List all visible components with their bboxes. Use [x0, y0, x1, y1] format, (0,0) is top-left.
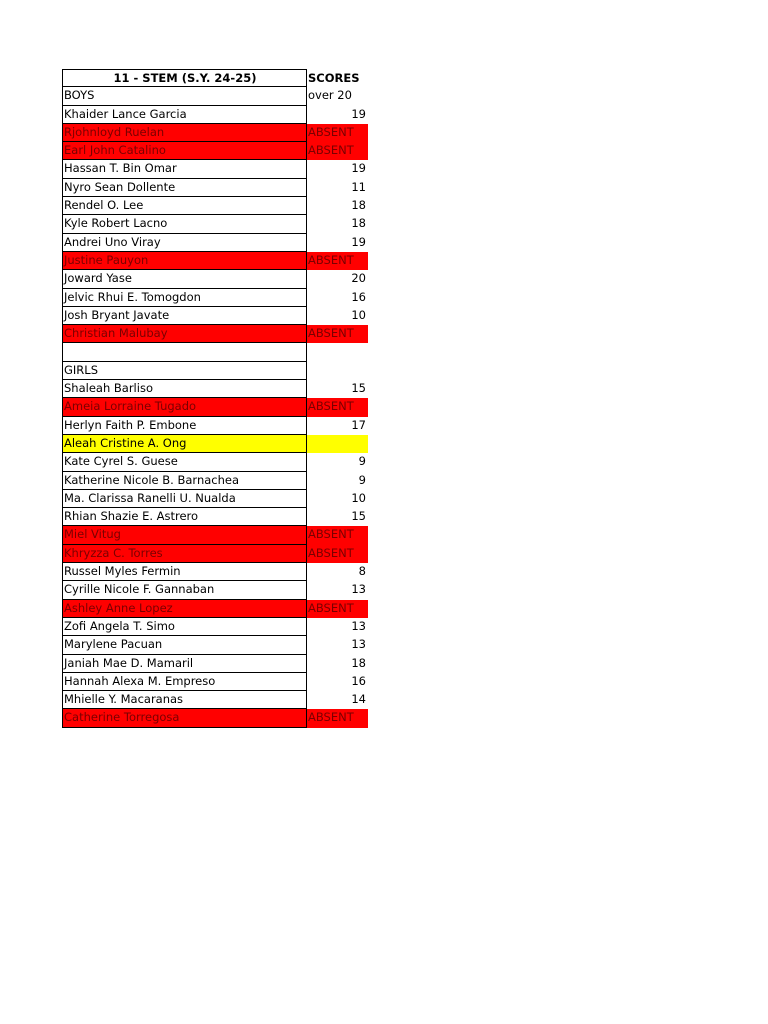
student-name-cell: Andrei Uno Viray	[62, 234, 307, 252]
score-sheet	[62, 69, 368, 728]
student-name-cell: Marylene Pacuan	[62, 636, 307, 654]
table-row	[62, 636, 368, 654]
score-cell: 13	[351, 637, 366, 652]
score-cell: 9	[358, 454, 366, 469]
score-cell: 16	[351, 673, 366, 688]
score-cell: ABSENT	[307, 600, 368, 618]
score-cell: 16	[351, 289, 366, 304]
table-row	[62, 526, 368, 544]
score-cell: 15	[351, 509, 366, 524]
table-row	[62, 252, 368, 270]
table-row	[62, 197, 368, 215]
table-row	[62, 325, 368, 343]
student-name-cell: Russel Myles Fermin	[62, 563, 307, 581]
table-row	[62, 417, 368, 435]
score-cell: 19	[351, 234, 366, 249]
score-cell: ABSENT	[307, 252, 368, 270]
student-name-cell: Ashley Anne Lopez	[62, 600, 307, 618]
student-name-cell: Katherine Nicole B. Barnachea	[62, 472, 307, 490]
table-row	[62, 142, 368, 160]
score-cell: 8	[358, 564, 366, 579]
table-row	[62, 655, 368, 673]
table-row	[62, 563, 368, 581]
student-name-cell: Jelvic Rhui E. Tomogdon	[62, 289, 307, 307]
score-cell	[307, 435, 368, 453]
student-name-cell: Rendel O. Lee	[62, 197, 307, 215]
score-cell: 19	[351, 161, 366, 176]
score-cell: 13	[351, 582, 366, 597]
student-rows	[62, 87, 368, 727]
student-name-cell: Ameia Lorraine Tugado	[62, 398, 307, 416]
scores-header: SCORES	[308, 71, 360, 85]
table-row	[62, 673, 368, 691]
table-row	[62, 508, 368, 526]
student-name-cell	[62, 343, 307, 361]
student-name-cell: Josh Bryant Javate	[62, 307, 307, 325]
score-cell	[307, 343, 368, 361]
score-cell: ABSENT	[307, 398, 368, 416]
header-row	[62, 69, 368, 87]
student-name-cell: BOYS	[62, 87, 307, 105]
student-name-cell: Aleah Cristine A. Ong	[62, 435, 307, 453]
student-name-cell: Mhielle Y. Macaranas	[62, 691, 307, 709]
student-name-cell: Shaleah Barliso	[62, 380, 307, 398]
table-row	[62, 124, 368, 142]
score-cell: 19	[351, 106, 366, 121]
student-name-cell: Hassan T. Bin Omar	[62, 160, 307, 178]
student-name-cell: Nyro Sean Dollente	[62, 179, 307, 197]
score-cell: 20	[351, 271, 366, 286]
score-cell: 18	[351, 198, 366, 213]
student-name-cell: Cyrille Nicole F. Gannaban	[62, 581, 307, 599]
student-name-cell: Miel Vitug	[62, 526, 307, 544]
score-cell: 15	[351, 381, 366, 396]
table-row	[62, 691, 368, 709]
student-name-cell: Catherine Torregosa	[62, 709, 307, 727]
student-name-cell: GIRLS	[62, 362, 307, 380]
student-name-cell: Khryzza C. Torres	[62, 545, 307, 563]
score-cell: over 20	[308, 88, 352, 103]
table-row	[62, 581, 368, 599]
score-cell: 14	[351, 692, 366, 707]
table-row	[62, 618, 368, 636]
score-cell: ABSENT	[307, 124, 368, 142]
student-name-cell: Ma. Clarissa Ranelli U. Nualda	[62, 490, 307, 508]
table-row	[62, 398, 368, 416]
table-row	[62, 600, 368, 618]
score-cell: ABSENT	[307, 545, 368, 563]
score-cell: 18	[351, 655, 366, 670]
table-row	[62, 215, 368, 233]
score-cell: ABSENT	[307, 709, 368, 727]
table-row	[62, 179, 368, 197]
student-name-cell: Joward Yase	[62, 270, 307, 288]
score-cell: 10	[351, 307, 366, 322]
table-row	[62, 160, 368, 178]
table-row	[62, 289, 368, 307]
student-name-cell: Janiah Mae D. Mamaril	[62, 655, 307, 673]
table-row	[62, 343, 368, 361]
student-name-cell: Zofi Angela T. Simo	[62, 618, 307, 636]
table-row	[62, 270, 368, 288]
student-name-cell: Khaider Lance Garcia	[62, 106, 307, 124]
score-cell: 10	[351, 490, 366, 505]
sheet-title: 11 - STEM (S.Y. 24-25)	[62, 69, 307, 87]
student-name-cell: Herlyn Faith P. Embone	[62, 417, 307, 435]
score-cell: 17	[351, 417, 366, 432]
score-cell	[307, 362, 368, 380]
student-name-cell: Kate Cyrel S. Guese	[62, 453, 307, 471]
student-name-cell: Christian Malubay	[62, 325, 307, 343]
score-cell: 18	[351, 216, 366, 231]
score-cell: 13	[351, 618, 366, 633]
score-cell: ABSENT	[307, 142, 368, 160]
table-row	[62, 490, 368, 508]
table-row	[62, 380, 368, 398]
table-row	[62, 545, 368, 563]
table-row	[62, 87, 368, 105]
table-row	[62, 307, 368, 325]
table-row	[62, 709, 368, 727]
table-row	[62, 453, 368, 471]
student-name-cell: Justine Pauyon	[62, 252, 307, 270]
table-row	[62, 472, 368, 490]
score-cell: ABSENT	[307, 526, 368, 544]
score-cell: 9	[358, 472, 366, 487]
table-row	[62, 106, 368, 124]
student-name-cell: Rjohnloyd Ruelan	[62, 124, 307, 142]
table-row	[62, 435, 368, 453]
student-name-cell: Kyle Robert Lacno	[62, 215, 307, 233]
student-name-cell: Hannah Alexa M. Empreso	[62, 673, 307, 691]
score-cell: ABSENT	[307, 325, 368, 343]
table-row	[62, 234, 368, 252]
table-row	[62, 362, 368, 380]
student-name-cell: Rhian Shazie E. Astrero	[62, 508, 307, 526]
score-cell: 11	[351, 179, 366, 194]
student-name-cell: Earl John Catalino	[62, 142, 307, 160]
